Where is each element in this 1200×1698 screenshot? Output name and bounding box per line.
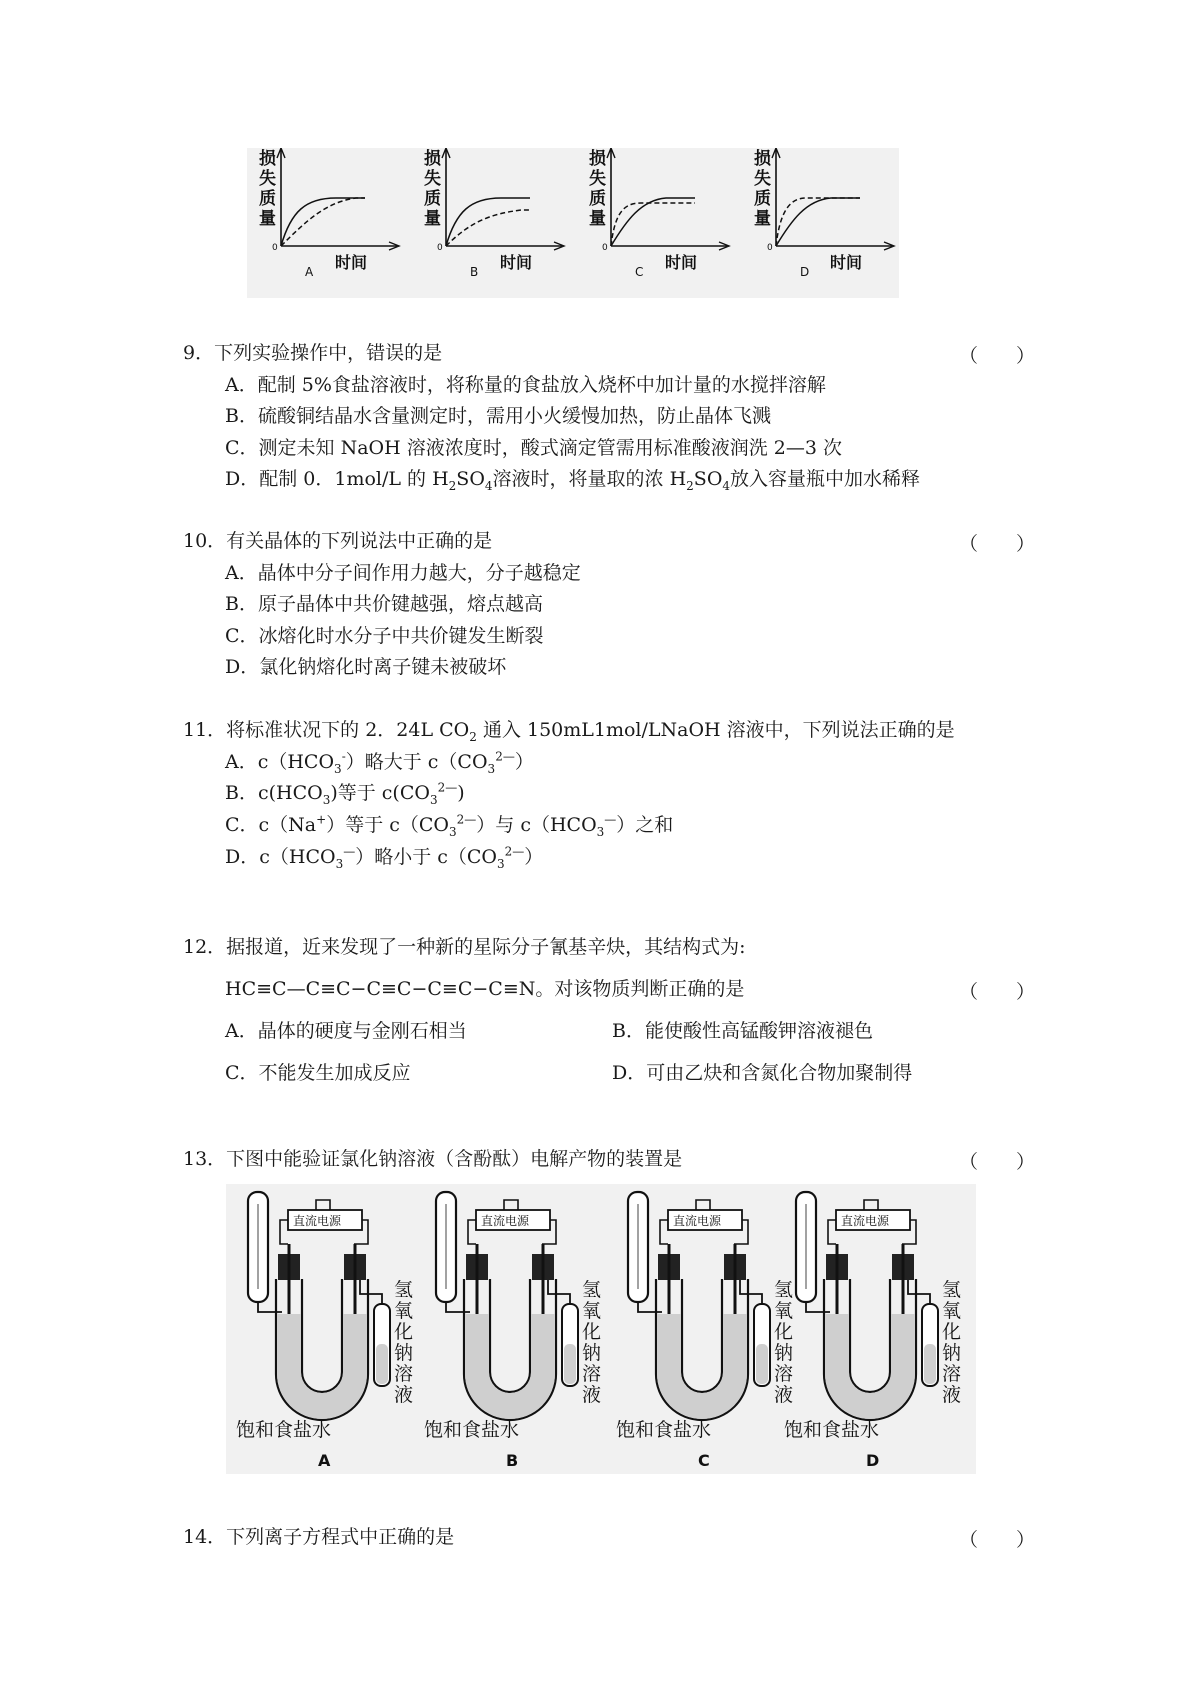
q11-option-a[interactable]: A．$c(HCO_3^-)$略大于 $c(CO_3^{2—})$ [225,749,534,776]
graph-dashed-curve [611,203,695,246]
naoh-label-char: 液 [582,1384,602,1406]
delivery-tube-left [446,1302,470,1312]
graph-dashed-curve [446,210,530,246]
q12-answer-bracket: （ ） [959,981,1036,1003]
power-switch [864,1200,878,1210]
graph-y-label-char: 失 [259,169,276,189]
graph-x-label: 时间 [830,253,863,272]
naoh-label-char: 化 [582,1321,602,1343]
graph-y-label-char: 量 [589,209,606,229]
naoh-label-char: 氧 [942,1300,962,1322]
graph-x-label: 时间 [500,253,533,272]
q14-stem: 14．下列离子方程式中正确的是 [183,1526,455,1548]
graph-x-label: 时间 [335,253,368,272]
q11-option-d[interactable]: D．$c(HCO_3^—)$略小于 $c(CO_3^{2—})$ [225,844,544,871]
loss-mass-graphs-figure [247,148,899,298]
naoh-label-char: 化 [942,1321,962,1343]
u-tube-inner [682,1279,722,1392]
delivery-tube-left [638,1302,662,1312]
brine-solution [825,1314,915,1419]
naoh-label-char: 钠 [394,1342,414,1364]
graph-x-label: 时间 [665,253,698,272]
naoh-label-char: 溶 [774,1363,794,1385]
graphs-svg [247,148,899,298]
q12-option-b[interactable]: B．能使酸性高锰酸钾溶液褪色 [612,1020,873,1042]
naoh-solution [756,1344,768,1384]
brine-label: 饱和食盐水 [236,1419,332,1441]
naoh-label-char: 钠 [942,1342,962,1364]
delivery-tube-right [360,1280,382,1304]
q10-option-b[interactable]: B．原子晶体中共价键越强，熔点越高 [225,593,543,615]
graph-y-label-char: 质 [424,189,441,209]
delivery-tube-right [548,1280,570,1304]
naoh-label-char: 溶 [394,1363,414,1385]
brine-label: 饱和食盐水 [784,1419,880,1441]
graph-y-label-char: 失 [589,169,606,189]
naoh-label-char: 溶 [942,1363,962,1385]
q9-option-b[interactable]: B．硫酸铜结晶水含量测定时，需用小火缓慢加热，防止晶体飞溅 [225,405,771,427]
u-tube-inner [490,1279,530,1392]
naoh-label-char: 氢 [774,1279,794,1301]
graph-solid-curve [611,198,695,246]
graph-panel-letter: A [305,265,314,279]
naoh-label-char: 化 [394,1321,414,1343]
power-switch [316,1200,330,1210]
graph-dashed-curve [281,198,365,246]
q10-option-a[interactable]: A．晶体中分子间作用力越大，分子越稳定 [225,562,581,584]
graph-y-label-char: 质 [259,189,276,209]
q12-option-d[interactable]: D．可由乙炔和含氮化合物加聚制得 [612,1062,913,1084]
naoh-label-char: 液 [942,1384,962,1406]
apparatus-letter: C [698,1451,710,1470]
brine-label: 饱和食盐水 [424,1419,520,1441]
wire-left [468,1220,476,1244]
dc-power-label: 直流电源 [841,1214,890,1228]
q12-option-a[interactable]: A．晶体的硬度与金刚石相当 [225,1020,467,1042]
naoh-label-char: 液 [774,1384,794,1406]
graph-origin-label: 0 [272,243,278,253]
q10-answer-bracket: （ ） [959,533,1036,555]
naoh-label-char: 溶 [582,1363,602,1385]
q9-option-c[interactable]: C．测定未知 NaOH 溶液浓度时，酸式滴定管需用标准酸液润洗 2—3 次 [225,437,842,459]
graph-y-label-char: 损 [259,149,276,169]
brine-solution [657,1314,747,1419]
delivery-tube-right [740,1280,762,1304]
brine-solution [277,1314,367,1419]
apparatus-letter: B [506,1451,519,1470]
brine-label: 饱和食盐水 [616,1419,712,1441]
naoh-label-char: 氢 [942,1279,962,1301]
naoh-solution [924,1344,936,1384]
wire-left [828,1220,836,1244]
naoh-solution [564,1344,576,1384]
q9-answer-bracket: （ ） [959,345,1036,367]
u-tube-inner [850,1279,890,1392]
graph-y-label-char: 损 [424,149,441,169]
graph-y-label-char: 损 [754,149,771,169]
q12-stem: 12．据报道，近来发现了一种新的星际分子氰基辛炔，其结构式为: [183,936,746,958]
graph-origin-label: 0 [437,243,443,253]
q12-option-c[interactable]: C．不能发生加成反应 [225,1062,411,1084]
wire-left [280,1220,288,1244]
q10-option-d[interactable]: D．氯化钠熔化时离子键未被破坏 [225,656,507,678]
naoh-label-char: 氢 [394,1279,414,1301]
q10-stem: 10．有关晶体的下列说法中正确的是 [183,530,493,552]
apparatus-letter: A [318,1451,331,1470]
graph-panel-letter: D [800,265,810,279]
q11-option-b[interactable]: B．$c(HCO_3)$等于 $c(CO_3^{2—})$ [225,780,465,807]
naoh-label-char: 钠 [582,1342,602,1364]
graph-y-label-char: 量 [424,209,441,229]
q14-answer-bracket: （ ） [959,1529,1036,1551]
graph-y-label-char: 量 [259,209,276,229]
delivery-tube-left [258,1302,282,1312]
q11-option-c[interactable]: C．c（Na+）等于 $c(CO_3^{2—})$与 $c(HCO_3^—)$之和 [225,812,674,839]
graph-origin-label: 0 [602,243,608,253]
naoh-label-char: 氧 [582,1300,602,1322]
graph-y-label-char: 量 [754,209,771,229]
graph-solid-curve [281,198,365,246]
u-tube-inner [302,1279,342,1392]
graph-y-label-char: 失 [424,169,441,189]
q12-structural-formula: HC≡C—C≡C−C≡C−C≡C−C≡N。对该物质判断正确的是 [225,978,745,1000]
naoh-label-char: 氧 [774,1300,794,1322]
graph-y-label-char: 质 [754,189,771,209]
naoh-label-char: 氧 [394,1300,414,1322]
q13-answer-bracket: （ ） [959,1151,1036,1173]
q9-option-a[interactable]: A．配制 5%食盐溶液时，将称量的食盐放入烧杯中加计量的水搅拌溶解 [225,374,826,396]
dc-power-label: 直流电源 [481,1214,530,1228]
apparatus-svg [226,1184,976,1474]
electrolysis-apparatus-figure [226,1184,976,1474]
graph-y-label-char: 失 [754,169,771,189]
graph-dashed-curve [776,198,860,246]
graph-y-label-char: 损 [589,149,606,169]
q9-stem: 9．下列实验操作中，错误的是 [183,342,443,364]
graph-origin-label: 0 [767,243,773,253]
power-switch [504,1200,518,1210]
graph-panel-letter: B [470,265,479,279]
q10-option-c[interactable]: C．冰熔化时水分子中共价键发生断裂 [225,625,544,647]
dc-power-label: 直流电源 [293,1214,342,1228]
power-switch [696,1200,710,1210]
wire-left [660,1220,668,1244]
naoh-label-char: 钠 [774,1342,794,1364]
dc-power-label: 直流电源 [673,1214,722,1228]
delivery-tube-left [806,1302,830,1312]
q9-option-d[interactable]: D．配制 0．1mol/L 的 $H_2SO_4$溶液时，将量取的浓 $H_2SO_4$放入容量瓶中加水稀释 [225,468,921,493]
graph-solid-curve [446,198,530,246]
naoh-label-char: 液 [394,1384,414,1406]
naoh-label-char: 化 [774,1321,794,1343]
graph-panel-letter: C [635,265,644,279]
q11-stem: 11．将标准状况下的 2．24L $CO_2$ 通入 150mL1mol/LNaOH 溶液中，下列说法正确的是 [183,719,955,744]
naoh-label-char: 氢 [582,1279,602,1301]
apparatus-letter: D [866,1451,880,1470]
delivery-tube-right [908,1280,930,1304]
naoh-solution [376,1344,388,1384]
brine-solution [465,1314,555,1419]
q13-stem: 13．下图中能验证氯化钠溶液（含酚酞）电解产物的装置是 [183,1148,683,1170]
graph-y-label-char: 质 [589,189,606,209]
